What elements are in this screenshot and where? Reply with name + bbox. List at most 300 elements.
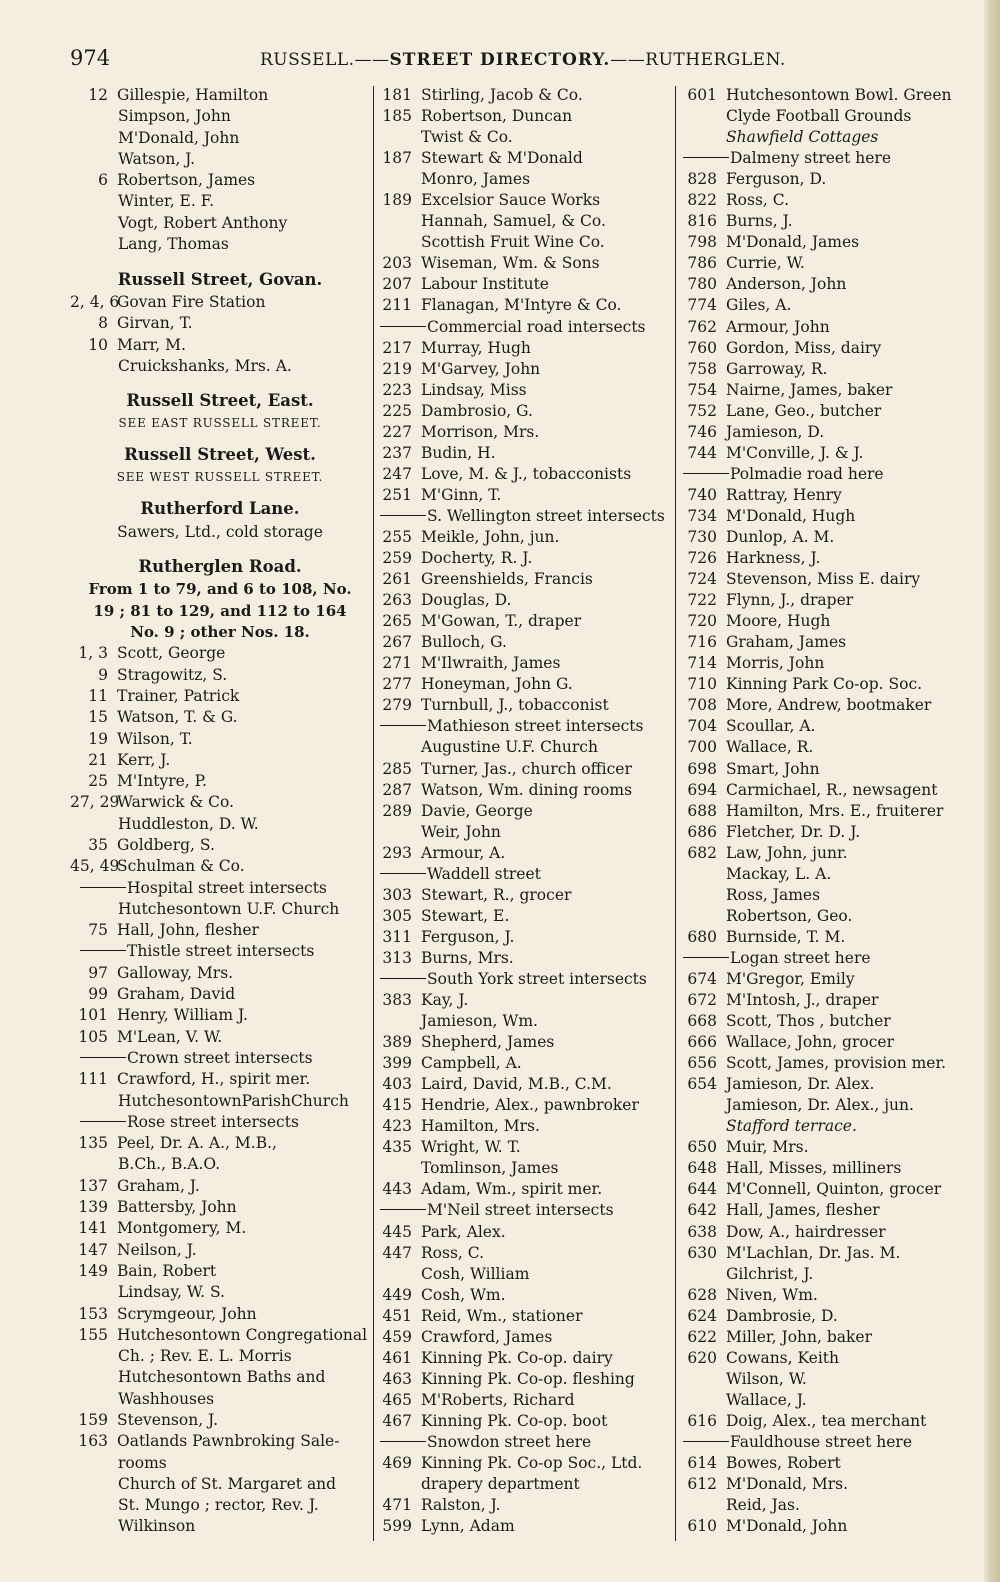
directory-entry	[70, 1305, 370, 1325]
directory-column-2	[380, 86, 665, 1538]
house-number: 251	[382, 485, 412, 504]
occupant-name: Mackay, L. A.	[726, 864, 832, 883]
directory-entry	[70, 666, 370, 686]
directory-entry	[380, 1412, 665, 1432]
occupant-name: Excelsior Sauce Works	[421, 191, 601, 210]
terrace-heading	[683, 128, 973, 148]
occupant-name: Carmichael, R., newsagent	[726, 780, 938, 799]
house-number: 650	[687, 1138, 717, 1157]
occupant-name: Flynn, J., draper	[726, 591, 854, 610]
dash-rule	[683, 157, 729, 158]
directory-entry-continuation	[70, 1475, 370, 1495]
directory-entry	[683, 717, 973, 737]
directory-entry	[380, 760, 665, 780]
house-number: 459	[382, 1327, 412, 1346]
cross-street-marker	[380, 507, 665, 527]
house-number: 203	[382, 254, 412, 273]
occupant-name: rooms	[118, 1453, 167, 1472]
occupant-name: Henry, William J.	[117, 1006, 248, 1025]
cross-street-marker	[380, 1201, 665, 1221]
directory-entry	[683, 675, 973, 695]
dash-rule	[380, 1441, 426, 1442]
directory-entry	[70, 1241, 370, 1261]
occupant-name: Galloway, Mrs.	[117, 963, 234, 982]
directory-entry	[683, 844, 973, 864]
directory-entry-continuation	[70, 1155, 370, 1175]
dash-rule	[380, 873, 426, 874]
house-number: 638	[687, 1222, 717, 1241]
directory-entry	[380, 275, 665, 295]
occupant-name: Ross, C.	[726, 191, 789, 210]
occupant-name: Stewart, E.	[421, 906, 510, 925]
directory-entry	[380, 1244, 665, 1264]
directory-entry-continuation	[70, 235, 370, 255]
occupant-name: Nairne, James, baker	[726, 380, 893, 399]
occupant-name: Adam, Wm., spirit mer.	[421, 1180, 603, 1199]
house-number: 8	[98, 314, 108, 333]
house-number: 465	[382, 1390, 412, 1409]
house-number: 648	[687, 1159, 717, 1178]
postal-district-text: From 1 to 79, and 6 to 108, No.	[88, 580, 352, 599]
directory-entry-continuation	[70, 192, 370, 212]
dash-rule	[683, 957, 729, 958]
occupant-name: Tomlinson, James	[421, 1159, 559, 1178]
directory-entry	[683, 591, 973, 611]
house-number: 599	[382, 1517, 412, 1536]
street-heading	[70, 389, 370, 413]
occupant-name: Cosh, Wm.	[421, 1285, 506, 1304]
cross-street-label: Commercial road intersects	[427, 317, 646, 336]
house-number: 181	[382, 86, 412, 104]
occupant-name: Gillespie, Hamilton	[117, 86, 269, 104]
directory-entry	[70, 730, 370, 750]
house-number: 313	[382, 948, 412, 967]
house-number: 754	[687, 380, 717, 399]
street-heading	[70, 268, 370, 292]
directory-entry	[380, 1286, 665, 1306]
directory-entry	[70, 793, 370, 813]
occupant-name: Kay, J.	[421, 991, 469, 1010]
directory-entry	[683, 402, 973, 422]
directory-entry	[380, 1307, 665, 1327]
house-number: 682	[687, 843, 717, 862]
cross-street-marker	[683, 1433, 973, 1453]
house-number: 463	[382, 1369, 412, 1388]
directory-entry	[380, 1328, 665, 1348]
directory-entry	[70, 293, 370, 313]
directory-entry-continuation	[70, 900, 370, 920]
directory-entry	[70, 644, 370, 664]
cross-street-label: Dalmeny street here	[730, 149, 891, 168]
section-spacer	[70, 256, 370, 266]
directory-entry	[70, 1326, 370, 1346]
occupant-name: Robertson, James	[117, 171, 256, 190]
house-number: 447	[382, 1243, 412, 1262]
section-spacer	[70, 544, 370, 554]
directory-entry	[380, 444, 665, 464]
directory-entry	[683, 1307, 973, 1327]
occupant-name: Warwick & Co.	[117, 793, 235, 812]
directory-entry	[683, 928, 973, 948]
directory-entry-continuation	[380, 738, 665, 758]
directory-entry	[380, 1391, 665, 1411]
directory-entry	[683, 696, 973, 716]
directory-entry	[380, 149, 665, 169]
terrace-heading	[683, 1117, 973, 1137]
occupant-name: Wilson, W.	[726, 1369, 807, 1388]
directory-entry	[380, 191, 665, 211]
occupant-name: Vogt, Robert Anthony	[118, 213, 288, 232]
house-number: 415	[382, 1096, 412, 1115]
occupant-name: M'Garvey, John	[421, 359, 541, 378]
directory-column-3	[683, 86, 973, 1538]
house-number: 225	[382, 401, 412, 420]
house-number: 734	[687, 506, 717, 525]
house-number: 27, 29	[70, 793, 120, 812]
directory-entry	[683, 1328, 973, 1348]
directory-entry	[683, 191, 973, 211]
directory-entry	[683, 760, 973, 780]
occupant-name: Gilchrist, J.	[726, 1264, 814, 1283]
cross-street-marker	[380, 1433, 665, 1453]
occupant-name: Lynn, Adam	[421, 1517, 515, 1536]
occupant-name: Watson, Wm. dining rooms	[421, 780, 633, 799]
occupant-name: Lindsay, Miss	[421, 380, 527, 399]
dash-rule	[380, 725, 426, 726]
occupant-name: Niven, Wm.	[726, 1285, 818, 1304]
occupant-name: Dunlop, A. M.	[726, 527, 835, 546]
occupant-name: Jamieson, Wm.	[421, 1012, 538, 1031]
directory-entry	[70, 1262, 370, 1282]
house-number: 189	[382, 191, 412, 210]
house-number: 267	[382, 633, 412, 652]
directory-entry	[70, 836, 370, 856]
house-number: 9	[98, 665, 108, 684]
house-number: 289	[382, 801, 412, 820]
occupant-name: M'Gregor, Emily	[726, 969, 855, 988]
directory-entry-continuation	[683, 1265, 973, 1285]
house-number: 271	[382, 654, 412, 673]
running-head	[260, 50, 786, 70]
occupant-name: Stirling, Jacob & Co.	[421, 86, 583, 104]
occupant-name: Fletcher, Dr. D. J.	[726, 822, 861, 841]
house-number: 263	[382, 591, 412, 610]
directory-entry	[683, 486, 973, 506]
dash-rule	[380, 515, 426, 516]
cross-street-marker	[380, 865, 665, 885]
directory-entry	[380, 107, 665, 127]
running-head-dash-right: ——	[610, 50, 646, 70]
section-spacer	[70, 432, 370, 442]
dash-rule	[80, 1057, 126, 1058]
occupant-name: Smart, John	[726, 759, 820, 778]
house-number: 25	[88, 772, 108, 791]
house-number: 435	[382, 1138, 412, 1157]
occupant-name: Scottish Fruit Wine Co.	[421, 233, 605, 252]
occupant-name: Stevenson, J.	[117, 1411, 218, 1429]
house-number: 445	[382, 1222, 412, 1241]
occupant-name: Flanagan, M'Intyre & Co.	[421, 296, 622, 315]
occupant-name: Sawers, Ltd., cold storage	[117, 522, 323, 541]
house-number: 744	[687, 443, 717, 462]
directory-entry	[70, 1219, 370, 1239]
occupant-name: Gordon, Miss, dairy	[726, 338, 882, 357]
terrace-name: Stafford terrace.	[726, 1117, 857, 1136]
occupant-name: B.Ch., B.A.O.	[118, 1155, 221, 1174]
occupant-name: Huddleston, D. W.	[118, 814, 259, 833]
directory-entry-continuation	[70, 1283, 370, 1303]
occupant-name: Burns, J.	[726, 212, 793, 231]
occupant-name: Kinning Pk. Co-op. dairy	[421, 1348, 613, 1367]
directory-entry	[380, 254, 665, 274]
occupant-name: Hutchesontown Congregational	[117, 1325, 368, 1344]
house-number: 15	[88, 708, 108, 727]
directory-entry	[683, 1159, 973, 1179]
directory-entry	[70, 1198, 370, 1218]
directory-entry	[70, 1411, 370, 1431]
directory-entry	[683, 654, 973, 674]
occupant-name: Wallace, R.	[726, 738, 814, 757]
occupant-name: Lang, Thomas	[118, 235, 229, 254]
directory-entry	[380, 907, 665, 927]
occupant-name: Bulloch, G.	[421, 633, 507, 652]
directory-entry-continuation	[70, 357, 370, 377]
directory-entry	[683, 233, 973, 253]
house-number: 21	[88, 750, 108, 769]
directory-entry	[380, 654, 665, 674]
occupant-name: M'Ginn, T.	[421, 485, 502, 504]
house-number: 720	[687, 612, 717, 631]
page-edge	[984, 0, 1000, 1582]
occupant-name: Simpson, John	[118, 107, 231, 126]
directory-entry-continuation	[70, 1454, 370, 1474]
directory-entry	[70, 1432, 370, 1452]
directory-entry	[683, 318, 973, 338]
cross-street-label: Waddell street	[427, 864, 541, 883]
directory-entry	[683, 802, 973, 822]
house-number: 443	[382, 1180, 412, 1199]
directory-entry	[70, 1006, 370, 1026]
occupant-name: Cosh, William	[421, 1264, 530, 1283]
occupant-name: Hutchesontown Bowl. Green	[726, 86, 952, 104]
cross-street-label: Rose street intersects	[127, 1112, 299, 1131]
house-number: 668	[687, 1012, 717, 1031]
directory-entry	[380, 465, 665, 485]
directory-entry	[70, 751, 370, 771]
directory-entry	[683, 1517, 973, 1537]
occupant-name: Miller, John, baker	[726, 1327, 872, 1346]
occupant-name: Meikle, John, jun.	[421, 527, 560, 546]
occupant-name: Dambrosie, D.	[726, 1306, 838, 1325]
house-number: 279	[382, 696, 412, 715]
house-number: 227	[382, 422, 412, 441]
occupant-name: M'Lachlan, Dr. Jas. M.	[726, 1243, 901, 1262]
occupant-name: Watson, T. & G.	[117, 708, 238, 727]
cross-street-marker	[70, 942, 370, 962]
house-number: 383	[382, 991, 412, 1010]
running-head-left: RUSSELL.	[260, 50, 355, 70]
directory-entry	[380, 360, 665, 380]
directory-entry-continuation	[683, 1370, 973, 1390]
directory-entry	[380, 86, 665, 106]
directory-entry	[380, 1075, 665, 1095]
occupant-name: Bowes, Robert	[726, 1454, 841, 1473]
occupant-name: Reid, Wm., stationer	[421, 1306, 583, 1325]
see-reference-text: SEE EAST RUSSELL STREET.	[118, 415, 322, 430]
house-number: 207	[382, 275, 412, 294]
directory-entry	[683, 1180, 973, 1200]
occupant-name: Crawford, H., spirit mer.	[117, 1070, 311, 1089]
house-number: 139	[78, 1198, 108, 1217]
occupant-name: Clyde Football Grounds	[726, 107, 912, 126]
directory-entry	[683, 991, 973, 1011]
cross-street-marker	[683, 149, 973, 169]
directory-entry	[380, 781, 665, 801]
occupant-name: Scoullar, A.	[726, 717, 816, 736]
occupant-name: Lindsay, W. S.	[118, 1283, 225, 1302]
running-head-center: STREET DIRECTORY.	[389, 50, 611, 70]
directory-entry	[380, 296, 665, 316]
occupant-name: Wallace, J.	[726, 1390, 807, 1409]
house-number: 403	[382, 1075, 412, 1094]
house-number: 105	[78, 1027, 108, 1046]
directory-entry	[683, 381, 973, 401]
directory-entry	[683, 549, 973, 569]
street-heading	[70, 497, 370, 521]
occupant-name: Currie, W.	[726, 254, 805, 273]
house-number: 6	[98, 171, 108, 190]
house-number: 674	[687, 969, 717, 988]
occupant-name: Church of St. Margaret and	[118, 1474, 337, 1493]
cross-street-marker	[70, 1113, 370, 1133]
page-header	[70, 38, 970, 68]
house-number: 35	[88, 835, 108, 854]
house-number: 217	[382, 338, 412, 357]
occupant-name: Scott, James, provision mer.	[726, 1054, 947, 1073]
house-number: 698	[687, 759, 717, 778]
directory-entry-continuation	[70, 1496, 370, 1516]
street-heading	[70, 443, 370, 467]
cross-street-label: Thistle street intersects	[127, 942, 315, 961]
directory-entry-continuation	[380, 233, 665, 253]
occupant-name: M'Intyre, P.	[117, 772, 207, 791]
directory-entry	[380, 1138, 665, 1158]
directory-entry-continuation	[70, 1390, 370, 1410]
directory-entry	[380, 339, 665, 359]
section-spacer	[70, 486, 370, 496]
occupant-name: Schulman & Co.	[117, 857, 245, 876]
directory-entry-continuation	[380, 170, 665, 190]
directory-entry	[683, 86, 973, 106]
directory-entry-continuation	[683, 865, 973, 885]
directory-entry	[380, 1370, 665, 1390]
directory-entry	[683, 633, 973, 653]
occupant-name: Labour Institute	[421, 275, 549, 294]
occupant-name: Girvan, T.	[117, 314, 193, 333]
house-number: 780	[687, 275, 717, 294]
occupant-name: Hall, Misses, milliners	[726, 1159, 902, 1178]
occupant-name: Burns, Mrs.	[421, 948, 514, 967]
directory-entry-continuation	[70, 1092, 370, 1112]
directory-entry	[380, 402, 665, 422]
house-number: 12	[88, 86, 108, 104]
occupant-name: Kinning Park Co-op. Soc.	[726, 675, 923, 694]
house-number: 786	[687, 254, 717, 273]
house-number: 700	[687, 738, 717, 757]
house-number: 716	[687, 633, 717, 652]
house-number: 265	[382, 612, 412, 631]
house-number: 111	[78, 1070, 108, 1089]
directory-entry-continuation	[70, 150, 370, 170]
running-head-dash-left: ——	[354, 50, 390, 70]
occupant-name: Ross, C.	[421, 1243, 484, 1262]
directory-entry	[683, 823, 973, 843]
see-reference	[70, 469, 370, 485]
house-number: 155	[78, 1325, 108, 1344]
occupant-name: Trainer, Patrick	[117, 686, 240, 705]
house-number: 760	[687, 338, 717, 357]
directory-entry	[70, 772, 370, 792]
occupant-name: M'Ilwraith, James	[421, 654, 561, 673]
cross-street-marker	[380, 717, 665, 737]
directory-entry	[380, 1223, 665, 1243]
occupant-name: Cruickshanks, Mrs. A.	[118, 356, 292, 375]
occupant-name: Armour, A.	[421, 843, 506, 862]
house-number: 99	[88, 985, 108, 1004]
see-reference	[70, 415, 370, 431]
house-number: 185	[382, 107, 412, 126]
house-number: 752	[687, 401, 717, 420]
occupant-name: Muir, Mrs.	[726, 1138, 809, 1157]
directory-entry	[70, 857, 370, 877]
house-number: 688	[687, 801, 717, 820]
directory-entry-continuation	[683, 886, 973, 906]
cross-street-label: Logan street here	[730, 948, 871, 967]
house-number: 223	[382, 380, 412, 399]
occupant-name: Stevenson, Miss E. dairy	[726, 570, 921, 589]
dash-rule	[380, 326, 426, 327]
occupant-name: Turner, Jas., church officer	[421, 759, 632, 778]
directory-entry	[380, 949, 665, 969]
house-number: 19	[88, 729, 108, 748]
house-number: 285	[382, 759, 412, 778]
house-number: 774	[687, 296, 717, 315]
occupant-name: Wilson, T.	[117, 729, 193, 748]
house-number: 237	[382, 443, 412, 462]
house-number: 628	[687, 1285, 717, 1304]
directory-entry-continuation	[70, 1517, 370, 1537]
occupant-name: M'Intosh, J., draper	[726, 991, 879, 1010]
directory-entry-continuation	[683, 907, 973, 927]
occupant-name: Govan Fire Station	[117, 292, 266, 311]
occupant-name: Burnside, T. M.	[726, 927, 846, 946]
directory-entry	[70, 1134, 370, 1154]
occupant-name: Augustine U.F. Church	[421, 738, 598, 757]
house-number: 610	[687, 1517, 717, 1536]
house-number: 758	[687, 359, 717, 378]
house-number: 45, 49	[70, 857, 120, 876]
occupant-name: Washhouses	[118, 1389, 215, 1408]
house-number: 311	[382, 927, 412, 946]
house-number: 305	[382, 906, 412, 925]
column-rule	[675, 86, 676, 1541]
directory-entry	[683, 970, 973, 990]
house-number: 816	[687, 212, 717, 231]
house-number: 153	[78, 1304, 108, 1323]
directory-entry	[683, 528, 973, 548]
occupant-name: M'Gowan, T., draper	[421, 612, 582, 631]
house-number: 293	[382, 843, 412, 862]
